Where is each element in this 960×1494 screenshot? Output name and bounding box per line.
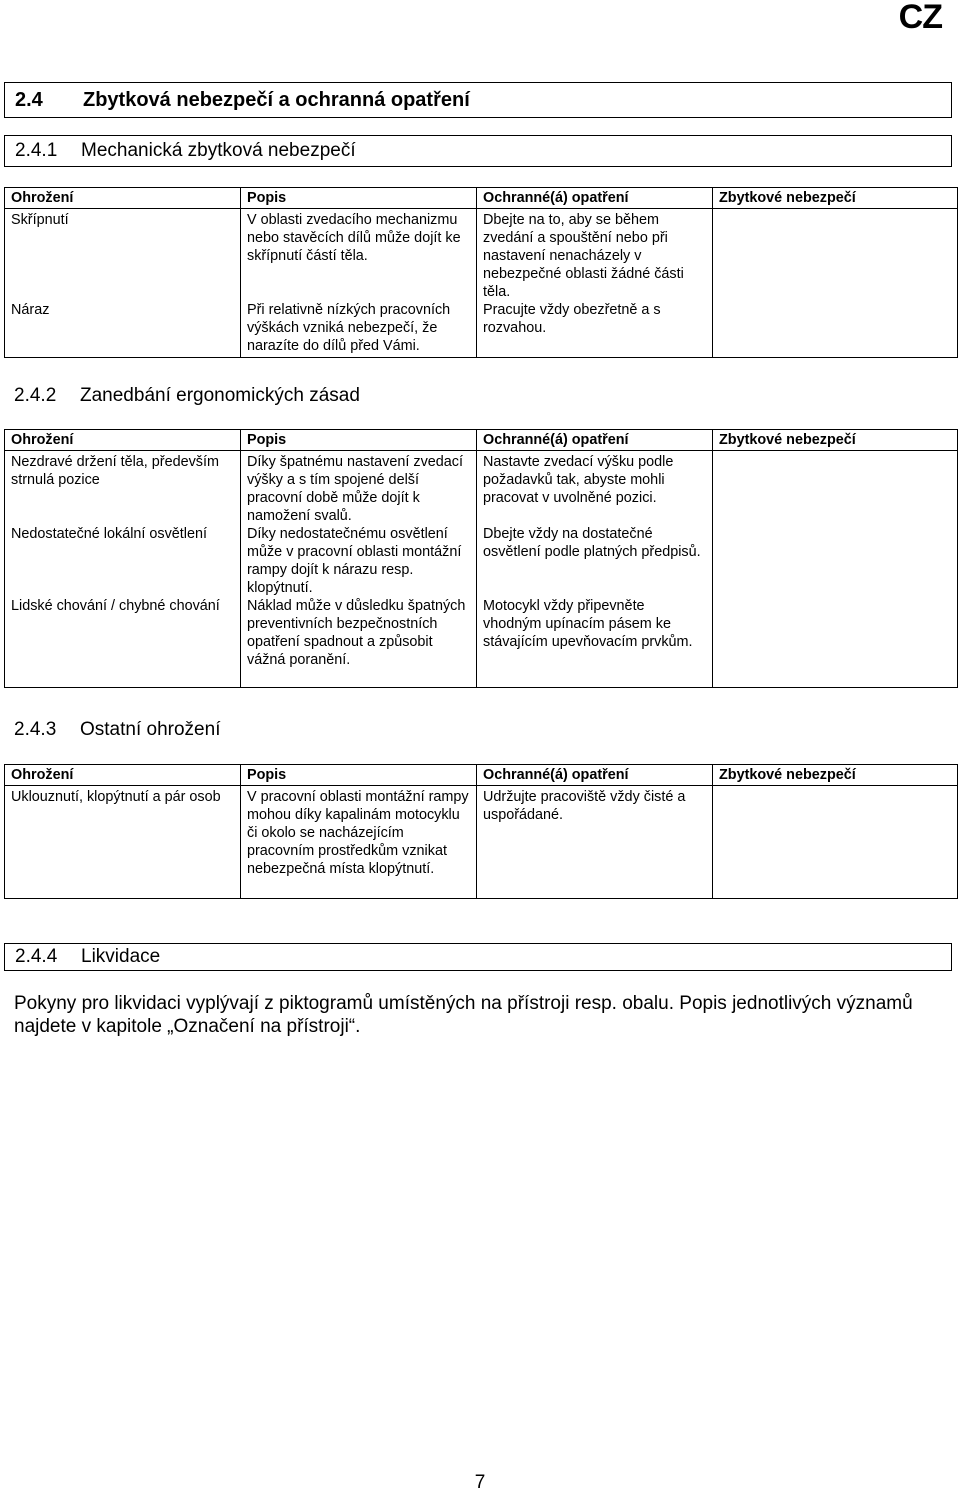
- other-hazards-table: [4, 764, 958, 899]
- language-mark: CZ: [898, 0, 942, 36]
- subsection-heading-disposal: [4, 943, 952, 971]
- residual-cell: [713, 301, 958, 358]
- mechanical-hazards-table: [4, 187, 958, 358]
- residual-cell: [713, 786, 958, 899]
- subsection-title: Zanedbání ergonomických zásad: [80, 385, 360, 406]
- header-hazard: Ohrožení: [5, 430, 241, 451]
- hazard-cell: Nezdravé držení těla, především strnulá pozice: [5, 451, 241, 526]
- residual-cell: [713, 451, 958, 526]
- table-row: [5, 209, 958, 302]
- header-residual: Zbytkové nebezpečí: [713, 430, 958, 451]
- measure-cell: Dbejte na to, aby se během zvedání a spouštění nebo při nastavení nenacházely v nebezpečné oblasti žádné části těla.: [477, 209, 713, 302]
- measure-cell: Udržujte pracoviště vždy čisté a uspořádané.: [477, 786, 713, 899]
- ergonomics-hazards-table: [4, 429, 958, 688]
- hazard-cell: Skřípnutí: [5, 209, 241, 302]
- header-measure: Ochranné(á) opatření: [477, 188, 713, 209]
- header-residual: Zbytkové nebezpečí: [713, 188, 958, 209]
- hazard-cell: Uklouznutí, klopýtnutí a pár osob: [5, 786, 241, 899]
- description-cell: V oblasti zvedacího mechanizmu nebo stavěcích dílů může dojít ke skřípnutí částí těla.: [241, 209, 477, 302]
- section-title: Zbytková nebezpečí a ochranná opatření: [83, 88, 470, 111]
- residual-cell: [713, 597, 958, 688]
- measure-cell: Motocykl vždy připevněte vhodným upínacím pásem ke stávajícím upevňovacím prvkům.: [477, 597, 713, 688]
- table-row: [5, 301, 958, 358]
- header-hazard: Ohrožení: [5, 188, 241, 209]
- header-description: Popis: [241, 765, 477, 786]
- subsection-number: 2.4.3: [14, 719, 57, 740]
- header-description: Popis: [241, 430, 477, 451]
- header-hazard: Ohrožení: [5, 765, 241, 786]
- table-row: [5, 786, 958, 899]
- description-cell: Náklad může v důsledku špatných preventivních bezpečnostních opatření spadnout a způsobit vážná poranění.: [241, 597, 477, 688]
- measure-cell: Dbejte vždy na dostatečné osvětlení podle platných předpisů.: [477, 525, 713, 597]
- table-row: [5, 451, 958, 526]
- subsection-number: 2.4.4: [15, 946, 58, 967]
- header-description: Popis: [241, 188, 477, 209]
- subsection-title: Mechanická zbytková nebezpečí: [81, 140, 356, 161]
- subsection-title: Likvidace: [81, 946, 161, 967]
- subsection-title: Ostatní ohrožení: [80, 719, 221, 740]
- header-measure: Ochranné(á) opatření: [477, 765, 713, 786]
- subsection-heading-other: [4, 716, 952, 744]
- measure-cell: Pracujte vždy obezřetně a s rozvahou.: [477, 301, 713, 358]
- hazard-cell: Náraz: [5, 301, 241, 358]
- description-cell: Díky nedostatečnému osvětlení může v pracovní oblasti montážní rampy dojít k nárazu resp. klopýtnutí.: [241, 525, 477, 597]
- table-row: [5, 597, 958, 688]
- residual-cell: [713, 209, 958, 302]
- section-heading: [4, 82, 952, 118]
- header-residual: Zbytkové nebezpečí: [713, 765, 958, 786]
- subsection-number: 2.4.2: [14, 385, 57, 406]
- subsection-heading-mechanical: [4, 135, 952, 167]
- table-row: [5, 525, 958, 597]
- hazard-cell: Lidské chování / chybné chování: [5, 597, 241, 688]
- description-cell: V pracovní oblasti montážní rampy mohou díky kapalinám motocyklu či okolo se nacházejícím pracovním prostředkům vznikat nebezpečná místa klopýtnutí.: [241, 786, 477, 899]
- residual-cell: [713, 525, 958, 597]
- subsection-number: 2.4.1: [15, 140, 58, 161]
- table-header-row: [5, 188, 958, 209]
- measure-cell: Nastavte zvedací výšku podle požadavků tak, abyste mohli pracovat v uvolněné pozici.: [477, 451, 713, 526]
- section-number: 2.4: [15, 88, 43, 111]
- page-number: 7: [474, 1472, 486, 1493]
- subsection-heading-ergonomics: [4, 382, 952, 410]
- description-cell: Díky špatnému nastavení zvedací výšky a s tím spojené delší pracovní době může dojít k namožení svalů.: [241, 451, 477, 526]
- hazard-cell: Nedostatečné lokální osvětlení: [5, 525, 241, 597]
- description-cell: Při relativně nízkých pracovních výškách vzniká nebezpečí, že narazíte do dílů před Vámi.: [241, 301, 477, 358]
- header-measure: Ochranné(á) opatření: [477, 430, 713, 451]
- table-header-row: [5, 765, 958, 786]
- table-header-row: [5, 430, 958, 451]
- disposal-paragraph: Pokyny pro likvidaci vyplývají z piktogramů umístěných na přístroji resp. obalu. Popis jednotlivých významů najdete v kapitole „Označení na přístroji“.: [14, 993, 913, 1037]
